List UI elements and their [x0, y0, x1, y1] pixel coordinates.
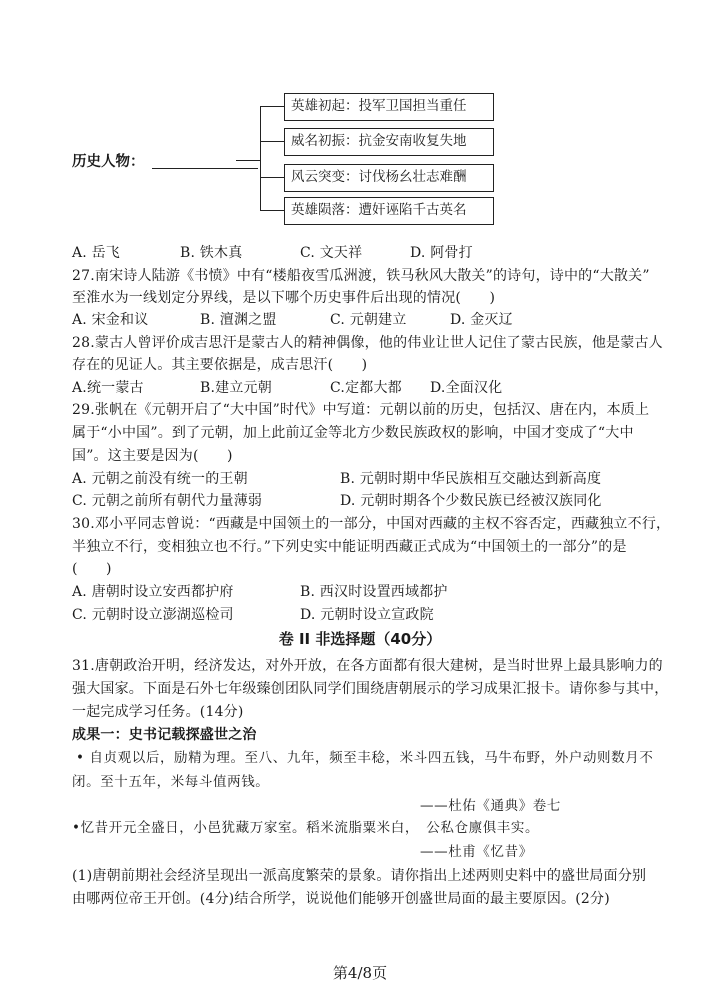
quote-1: • 自贞观以后，励精为理。至八、九年，频至丰稔，米斗四五钱，马牛布野，外户动则数月不 [76, 750, 654, 766]
branch-line [260, 106, 284, 107]
q27-option-a: A. 宋金和议 [72, 312, 149, 328]
diagram-box: 英雄陨落：遭奸诬陷千古英名 [284, 197, 494, 225]
q29-stem: 国”。这主要是因为( ) [72, 448, 233, 464]
q28-option-d: D.全面汉化 [430, 380, 503, 396]
q27-stem: 至淮水为一线划定分界线，是以下哪个历史事件后出现的情况( ) [72, 290, 496, 306]
q30-option-c: C. 元朝时设立澎湖巡检司 [72, 607, 234, 623]
q31-stem: 强大国家。下面是石外七年级臻创团队同学们围绕唐朝展示的学习成果汇报卡。请你参与其中， [72, 681, 669, 697]
q31-stem: 31.唐朝政治开明，经济发达，对外开放，在各方面都有很大建树，是当时世界上最具影响力的 [72, 658, 663, 674]
q28-stem: 存在的见证人。其主要依据是，成吉思汗( ) [72, 357, 368, 373]
quote-1: 闭。至十五年，米每斗值两钱。 [72, 774, 270, 790]
q28-option-a: A.统一蒙古 [72, 380, 144, 396]
quote-2-source: ——杜甫《忆昔》 [420, 844, 533, 860]
q28-stem: 28.蒙古人曾评价成吉思汗是蒙古人的精神偶像，他的伟业让世人记住了蒙古民族，他是蒙古人 [72, 335, 663, 351]
result1-title: 成果一：史书记载探盛世之治 [72, 727, 257, 743]
q27-stem: 27.南宋诗人陆游《书愤》中有“楼船夜雪瓜洲渡，铁马秋风大散关”的诗句，诗中的“大散关” [72, 268, 650, 284]
q28-option-c: C.定都大都 [330, 380, 402, 396]
q30-stem: 30.邓小平同志曾说：“西藏是中国领土的一部分，中国对西藏的主权不容否定，西藏独立不行， [72, 516, 671, 532]
q30-option-a: A. 唐朝时设立安西都护府 [72, 584, 234, 600]
q29-option-c: C. 元朝之前所有朝代力量薄弱 [72, 493, 263, 509]
q29-option-b: B. 元朝时期中华民族相互交融达到新高度 [340, 471, 602, 487]
answer-blank [152, 168, 258, 169]
q29-stem: 属于“小中国”。到了元朝，加上此前辽金等北方少数民族政权的影响，中国才变成了“大中 [72, 425, 634, 441]
q28-option-b: B.建立元朝 [200, 380, 272, 396]
quote-2: •忆昔开元全盛日，小邑犹藏万家室。稻米流脂粟米白， 公私仓廪俱丰实。 [72, 820, 540, 836]
section-title: 卷 II 非选择题（40分） [278, 630, 442, 648]
history-figure-label: 历史人物： [72, 154, 145, 170]
q31-sub1: 由哪两位帝王开创。(4分)结合所学，说说他们能够开创盛世局面的最主要原因。(2分) [72, 891, 610, 907]
branch-line [260, 177, 284, 178]
diagram-box: 风云突变：讨伐杨幺壮志难酬 [284, 164, 494, 192]
q26-option-a: A. 岳飞 [72, 245, 121, 261]
q29-option-a: A. 元朝之前没有统一的王朝 [72, 471, 248, 487]
q27-option-b: B. 澶渊之盟 [200, 312, 277, 328]
branch-line [260, 210, 284, 211]
q26-option-d: D. 阿骨打 [410, 245, 473, 261]
branch-line [260, 141, 284, 142]
q30-stem: ( ) [72, 561, 112, 577]
q27-option-c: C. 元朝建立 [330, 312, 407, 328]
q26-option-b: B. 铁木真 [180, 245, 243, 261]
connector-line [236, 160, 260, 161]
q29-option-d: D. 元朝时期各个少数民族已经被汉族同化 [340, 493, 602, 509]
diagram-box: 威名初振：抗金安南收复失地 [284, 128, 494, 156]
bracket-line [260, 106, 261, 210]
page-number: 第4/8页 [332, 964, 388, 982]
q29-stem: 29.张帆在《元朝开启了“大中国”时代》中写道：元朝以前的历史，包括汉、唐在内，本质上 [72, 402, 650, 418]
q31-stem: 一起完成学习任务。(14分) [72, 704, 244, 720]
quote-1-source: ——杜佑《通典》卷七 [420, 798, 561, 814]
q30-option-b: B. 西汉时设置西域都护 [300, 584, 448, 600]
q30-stem: 半独立不行，变相独立也不行。”下列史实中能证明西藏正式成为“中国领土的一部分”的是 [72, 539, 627, 555]
q30-option-d: D. 元朝时设立宣政院 [300, 607, 434, 623]
q27-option-d: D. 金灭辽 [450, 312, 513, 328]
q31-sub1: (1)唐朝前期社会经济呈现出一派高度繁荣的景象。请你指出上述两则史料中的盛世局面分别 [72, 868, 647, 884]
q26-option-c: C. 文天祥 [300, 245, 363, 261]
diagram-box: 英雄初起：投军卫国担当重任 [284, 93, 494, 121]
